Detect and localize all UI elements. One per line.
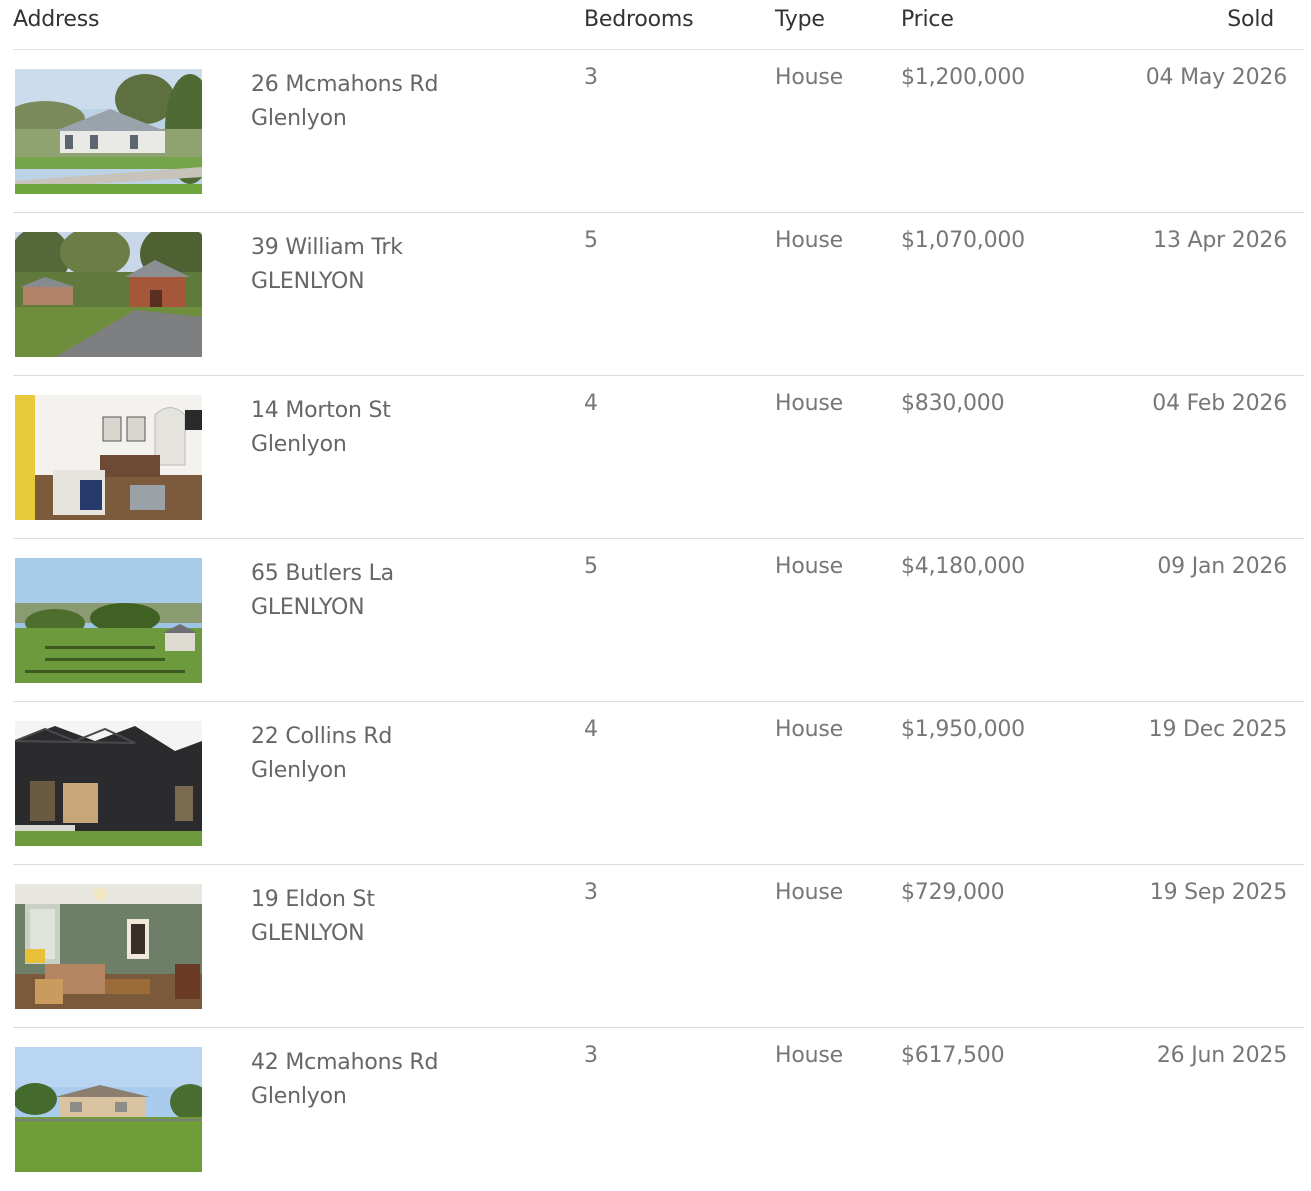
sold-date: 26 Jun 2025: [1156, 1043, 1287, 1068]
table-row[interactable]: [13, 50, 1304, 213]
street-address: 14 Morton St: [251, 398, 391, 423]
bedrooms-value: 3: [584, 65, 598, 90]
property-type: House: [775, 391, 843, 416]
sold-date: 19 Dec 2025: [1148, 717, 1287, 742]
table-row[interactable]: [13, 213, 1304, 376]
sold-price: $830,000: [901, 391, 1005, 416]
suburb: GLENLYON: [251, 269, 365, 294]
column-header-bedrooms[interactable]: Bedrooms: [584, 7, 694, 32]
bedrooms-value: 5: [584, 554, 598, 579]
suburb: Glenlyon: [251, 758, 347, 783]
property-photo-14-morton-st[interactable]: [15, 395, 202, 520]
property-address[interactable]: [251, 557, 394, 625]
sold-price: $617,500: [901, 1043, 1005, 1068]
property-address[interactable]: [251, 1046, 438, 1114]
property-type: House: [775, 554, 843, 579]
column-header-type[interactable]: Type: [775, 7, 825, 32]
bedrooms-value: 5: [584, 228, 598, 253]
property-type: House: [775, 717, 843, 742]
property-photo-65-butlers-la[interactable]: [15, 558, 202, 683]
property-photo-26-mcmahons-rd[interactable]: [15, 69, 202, 194]
property-address[interactable]: [251, 883, 375, 951]
property-address[interactable]: [251, 68, 438, 136]
street-address: 26 Mcmahons Rd: [251, 72, 439, 97]
street-address: 65 Butlers La: [251, 561, 394, 586]
bedrooms-value: 4: [584, 391, 598, 416]
property-type: House: [775, 1043, 843, 1068]
sold-price: $1,200,000: [901, 65, 1025, 90]
column-header-sold[interactable]: Sold: [1227, 7, 1274, 32]
sold-date: 19 Sep 2025: [1149, 880, 1287, 905]
street-address: 19 Eldon St: [251, 887, 375, 912]
street-address: 39 William Trk: [251, 235, 403, 260]
street-address: 22 Collins Rd: [251, 724, 393, 749]
suburb: Glenlyon: [251, 432, 347, 457]
sold-date: 04 Feb 2026: [1152, 391, 1287, 416]
property-type: House: [775, 65, 843, 90]
table-row[interactable]: [13, 539, 1304, 702]
sold-date: 09 Jan 2026: [1157, 554, 1287, 579]
property-address[interactable]: [251, 231, 403, 299]
table-row[interactable]: [13, 702, 1304, 865]
bedrooms-value: 3: [584, 1043, 598, 1068]
suburb: GLENLYON: [251, 921, 365, 946]
column-header-address[interactable]: Address: [13, 7, 100, 32]
property-photo-19-eldon-st[interactable]: [15, 884, 202, 1009]
property-photo-42-mcmahons-rd[interactable]: [15, 1047, 202, 1172]
suburb: Glenlyon: [251, 1084, 347, 1109]
sold-price: $729,000: [901, 880, 1005, 905]
property-photo-22-collins-rd[interactable]: [15, 721, 202, 846]
street-address: 42 Mcmahons Rd: [251, 1050, 439, 1075]
suburb: GLENLYON: [251, 595, 365, 620]
table-row[interactable]: [13, 1028, 1304, 1191]
sold-price: $4,180,000: [901, 554, 1025, 579]
property-type: House: [775, 880, 843, 905]
property-type: House: [775, 228, 843, 253]
bedrooms-value: 3: [584, 880, 598, 905]
sold-date: 13 Apr 2026: [1153, 228, 1287, 253]
table-row[interactable]: [13, 865, 1304, 1028]
column-header-price[interactable]: Price: [901, 7, 954, 32]
sold-date: 04 May 2026: [1145, 65, 1287, 90]
property-photo-39-william-trk[interactable]: [15, 232, 202, 357]
sold-listings-table: [13, 0, 1304, 1191]
bedrooms-value: 4: [584, 717, 598, 742]
table-header: [13, 0, 1304, 50]
sold-price: $1,070,000: [901, 228, 1025, 253]
suburb: Glenlyon: [251, 106, 347, 131]
property-address[interactable]: [251, 720, 392, 788]
sold-price: $1,950,000: [901, 717, 1025, 742]
table-row[interactable]: [13, 376, 1304, 539]
property-address[interactable]: [251, 394, 391, 462]
